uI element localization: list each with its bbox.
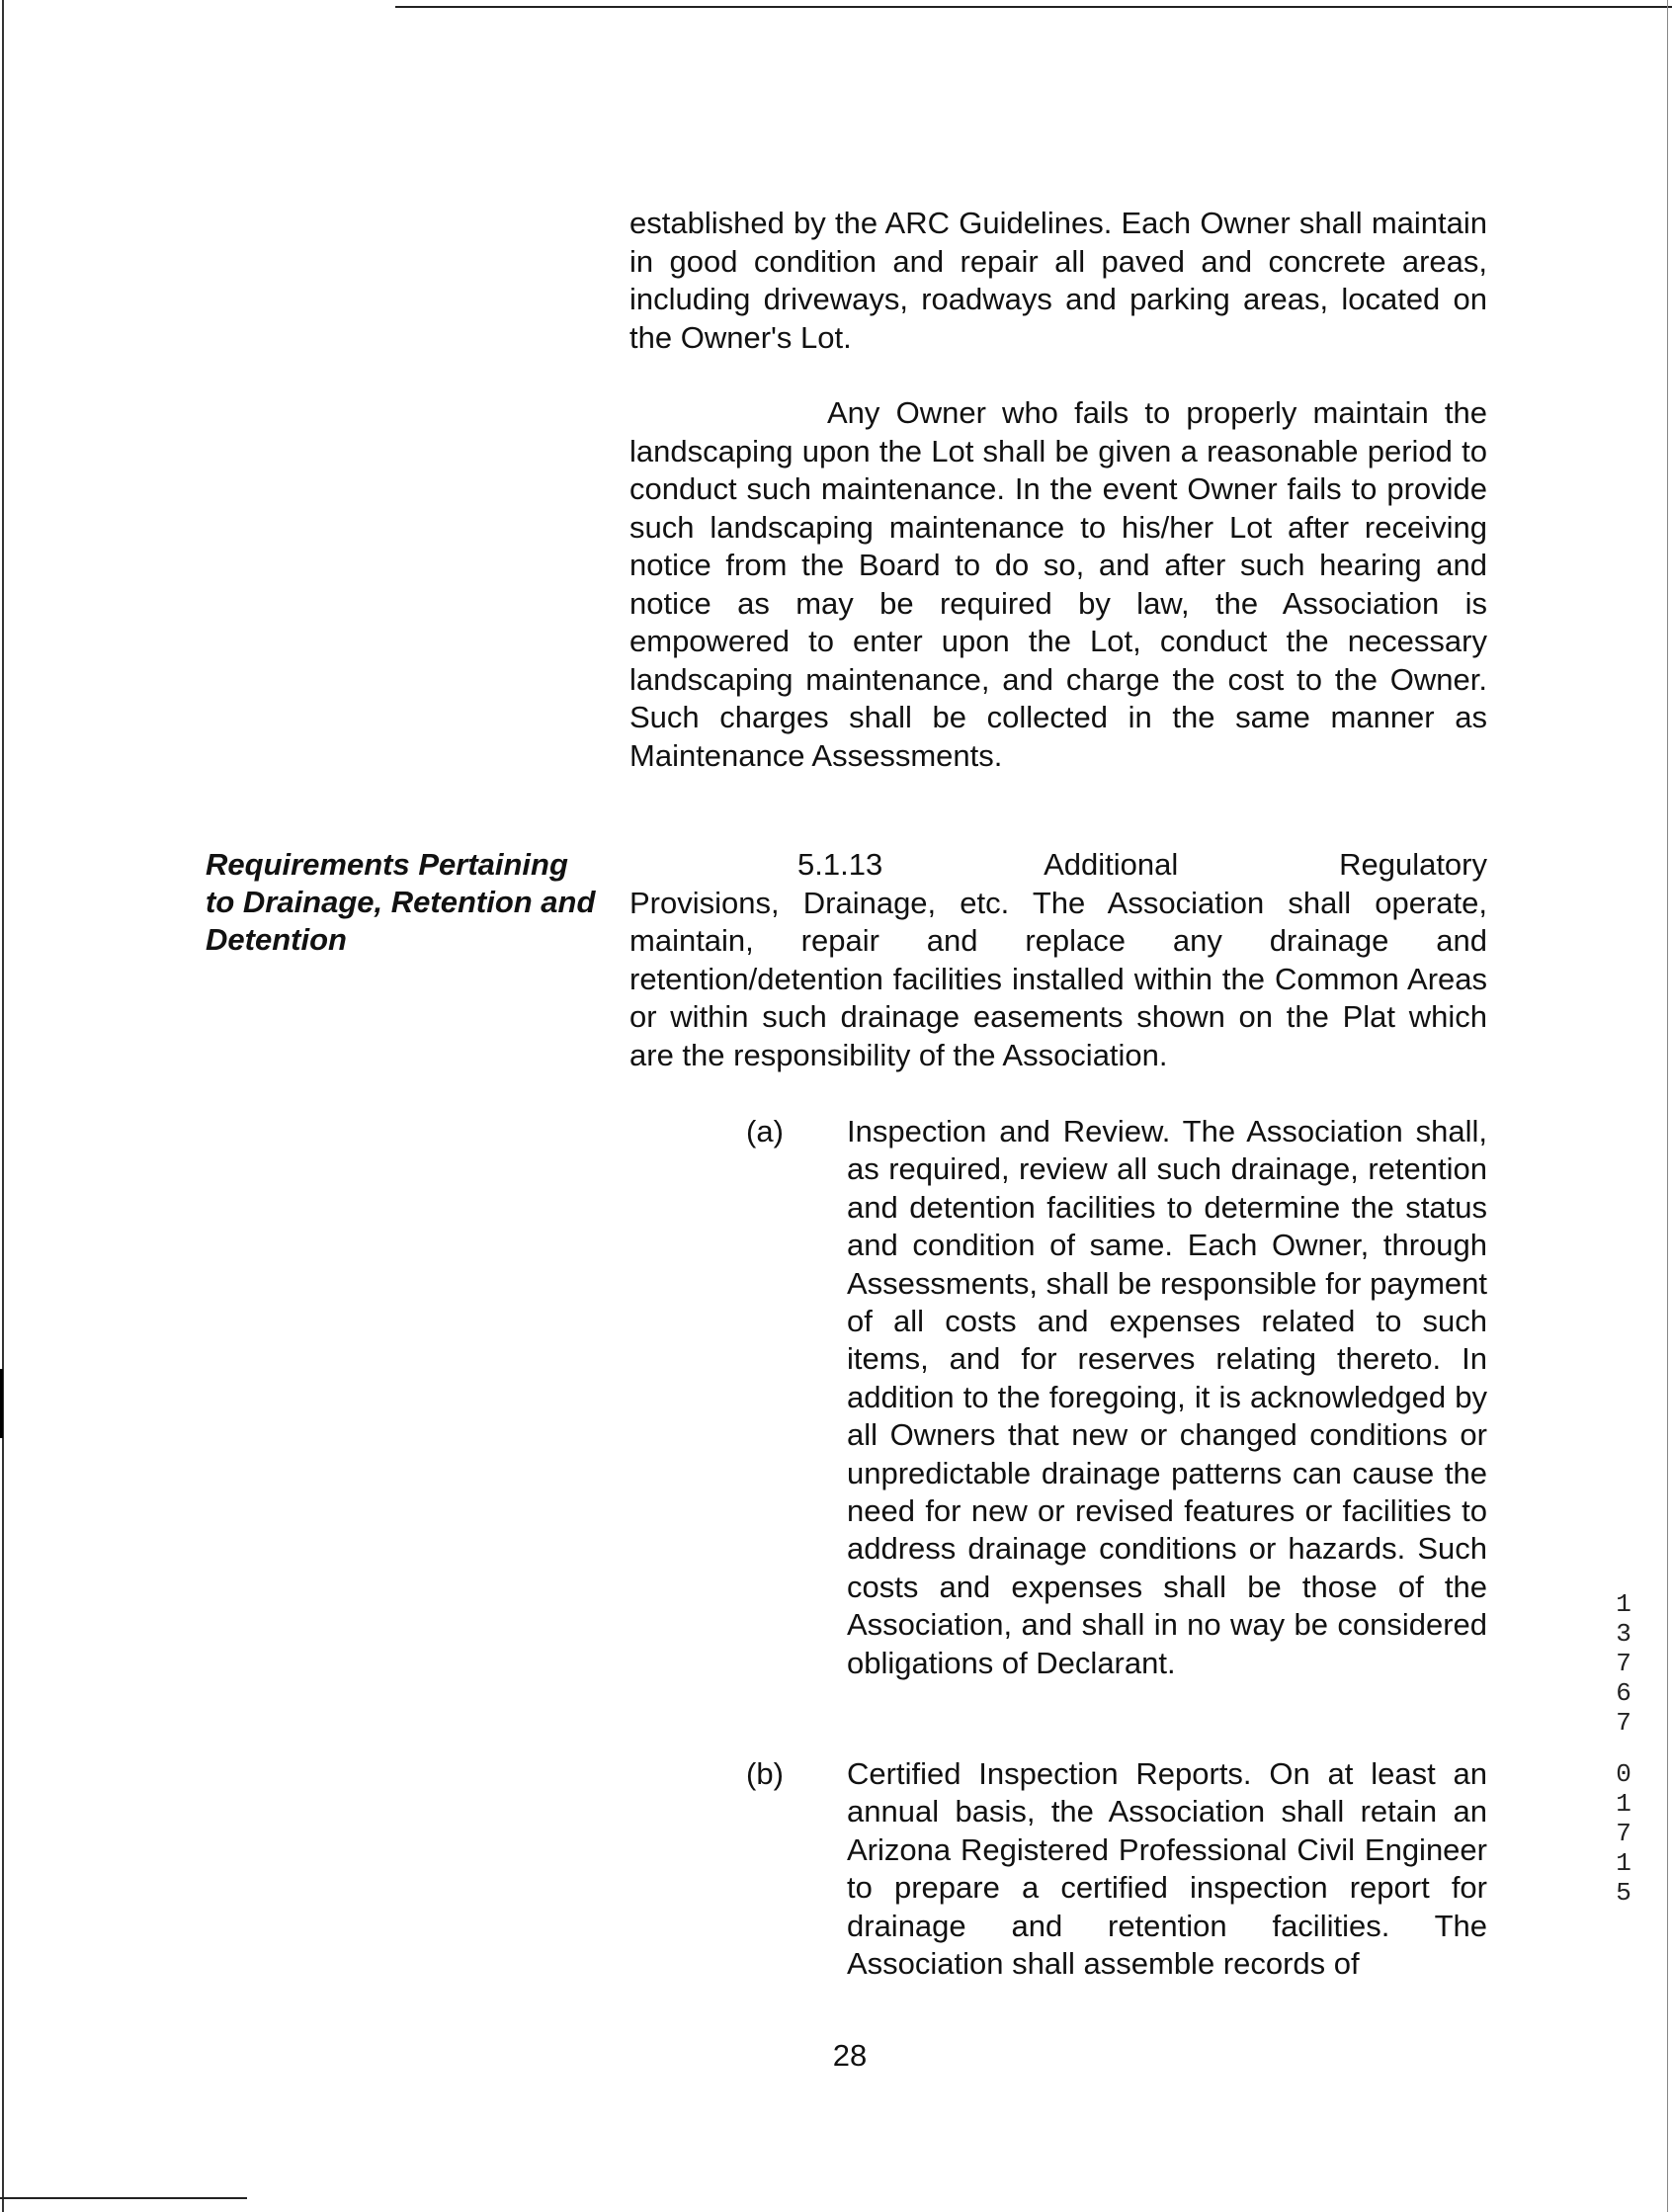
body-paragraph-2 xyxy=(629,394,1487,775)
page-number: 28 xyxy=(832,2038,868,2073)
stamp-digit: 5 xyxy=(1616,1878,1631,1908)
paragraph-text: established by the ARC Guidelines. Each Owner shall maintain in good condition and repair all paved and concrete areas, including driveways, roadways and parking areas, located on the Owner's Lot. xyxy=(629,206,1487,355)
stamp-gap xyxy=(1610,1738,1637,1759)
section-5-1-13 xyxy=(629,846,1487,1074)
section-heading-line xyxy=(629,846,1487,885)
paragraph-text: Any Owner who fails to properly maintain the landscaping upon the Lot shall be given a reasonable period to conduct such maintenance. In the event Owner fails to provide such landscaping maintenance to his/her Lot after receiving notice from the Board to do so, and after such hearing and notice as may be required by law, the Association is empowered to enter upon the Lot, conduct the necessary landscaping maintenance, and charge the cost to the Owner. Such charges shall be collected in the same manner as Maintenance Assessments. xyxy=(629,395,1487,773)
stamp-digit: 6 xyxy=(1616,1678,1631,1708)
section-title-word: Regulatory xyxy=(1339,847,1487,882)
stamp-digit: 7 xyxy=(1616,1819,1631,1848)
list-item-label: (b) xyxy=(746,1756,784,1791)
stamp-digit: 7 xyxy=(1616,1708,1631,1738)
recording-stamp xyxy=(1610,1589,1637,1908)
side-heading: Requirements Pertaining to Drainage, Retention and Detention xyxy=(206,847,596,957)
list-item-label: (a) xyxy=(746,1114,784,1149)
scan-border-bottom xyxy=(0,2197,247,2199)
scan-border-left xyxy=(2,0,4,2212)
stamp-digit: 3 xyxy=(1616,1619,1631,1649)
scan-border-right xyxy=(1667,0,1668,2212)
list-item-text: Certified Inspection Reports. On at least an annual basis, the Association shall retain an Arizona Registered Professional Civil Engineer to prepare a certified inspection report for drainage and retention facilities. The Association shall assemble records of xyxy=(847,1756,1487,1982)
scan-artifact-mark xyxy=(0,1369,3,1438)
stamp-digit: 1 xyxy=(1616,1589,1631,1619)
section-text: Provisions, Drainage, etc. The Association shall operate, maintain, repair and replace any drainage and retention/detention facilities installed within the Common Areas or within such drainage easements shown on the Plat which are the responsibility of the Association. xyxy=(629,885,1487,1072)
stamp-digit: 1 xyxy=(1616,1848,1631,1878)
stamp-digit: 1 xyxy=(1616,1789,1631,1819)
stamp-digit: 0 xyxy=(1616,1759,1631,1789)
list-item-text: Inspection and Review. The Association shall, as required, review all such drainage, retention and detention facilities to determine the status and condition of same. Each Owner, through Assessments, shall be responsible for payment of all costs and expenses related to such items, and for reserves relating thereto. In addition to the foregoing, it is acknowledged by all Owners that new or changed conditions or unpredictable drainage patterns can cause the need for new or revised features or facilities to address drainage conditions or hazards. Such costs and expenses shall be those of the Association, and shall in no way be considered obligations of Declarant. xyxy=(847,1114,1487,1680)
body-paragraph-1 xyxy=(629,205,1487,357)
section-title-word: Additional xyxy=(1044,847,1179,882)
section-number: 5.1.13 xyxy=(797,847,883,882)
stamp-digit: 7 xyxy=(1616,1649,1631,1678)
scan-border-top xyxy=(395,6,1672,8)
